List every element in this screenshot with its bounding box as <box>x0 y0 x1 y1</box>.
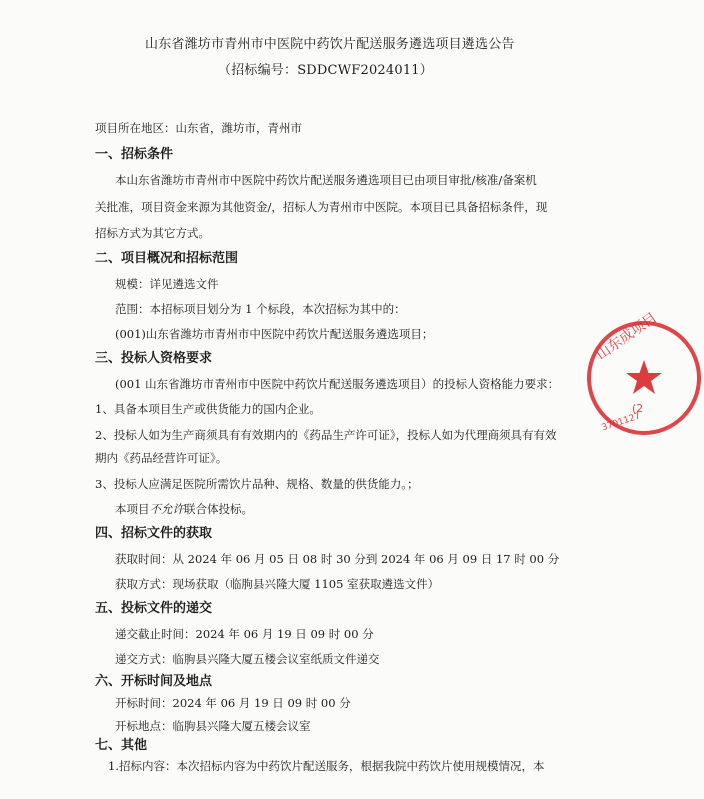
s5-method: 递交方式：临朐县兴隆大厦五楼会议室纸质文件递交 <box>115 652 380 666</box>
s5-deadline: 递交截止时间：2024 年 06 月 19 日 09 时 00 分 <box>115 627 374 641</box>
section-6-heading: 六、开标时间及地点 <box>95 674 213 689</box>
section-4-heading: 四、招标文件的获取 <box>95 526 213 541</box>
s3-req-1: 1、具备本项目生产或供货能力的国内企业。 <box>95 402 321 416</box>
s4-method: 获取方式：现场获取（临朐县兴隆大厦 1105 室获取遴选文件） <box>115 577 440 591</box>
s2-scope: 范围：本招标项目划分为 1 个标段，本次招标为其中的： <box>115 302 406 316</box>
s4-time: 获取时间：从 2024 年 06 月 05 日 08 时 30 分到 2024 年 06 月 09 日 17 时 00 分 <box>115 552 560 566</box>
section-2-heading: 二、项目概况和招标范围 <box>95 251 239 266</box>
svg-text:3701127: 3701127 <box>600 411 642 434</box>
s3-joint-bid <box>115 501 253 517</box>
joint-pre: 本项目 <box>115 502 150 516</box>
s3-intro: (001 山东省潍坊市青州市中医院中药饮片配送服务遴选项目）的投标人资格能力要求： <box>115 377 560 391</box>
s6-place: 开标地点：临朐县兴隆大厦五楼会议室 <box>115 719 311 733</box>
s1-line-1: 本山东省潍坊市青州市中医院中药饮片配送服务遴选项目已由项目审批/核准/备案机 <box>115 173 537 187</box>
doc-title: 山东省潍坊市青州市中医院中药饮片配送服务遴选项目遴选公告 <box>145 37 515 52</box>
s3-req-2b: 期内《药品经营许可证》。 <box>95 451 228 465</box>
project-location: 项目所在地区：山东省，潍坊市，青州市 <box>95 121 302 135</box>
section-3-heading: 三、投标人资格要求 <box>95 351 213 366</box>
s3-req-3: 3、投标人应满足医院所需饮片品种、规格、数量的供货能力。； <box>95 477 419 491</box>
tender-code: （招标编号：SDDCWF2024011） <box>218 63 433 78</box>
s2-scale: 规模：详见遴选文件 <box>115 277 219 291</box>
company-seal <box>584 309 704 438</box>
section-1-heading: 一、招标条件 <box>95 147 174 162</box>
s1-line-3: 招标方式为其它方式。 <box>95 226 210 240</box>
s6-time: 开标时间：2024 年 06 月 19 日 09 时 00 分 <box>115 696 351 710</box>
section-7-heading: 七、其他 <box>95 738 148 753</box>
joint-post: 联合体投标。 <box>184 502 253 516</box>
s3-req-2a: 2、投标人如为生产商须具有有效期内的《药品生产许可证》，投标人如为代理商须具有有效 <box>95 428 557 442</box>
svg-text:山东成项目: 山东成项目 <box>593 309 661 364</box>
svg-text:(2: (2 <box>632 402 644 415</box>
section-5-heading: 五、投标文件的递交 <box>95 601 213 616</box>
s1-line-2: 关批准，项目资金来源为其他资金/，招标人为青州市中医院。本项目已具备招标条件，现 <box>95 200 548 214</box>
s7-line-1: 1.招标内容：本次招标内容为中药饮片配送服务，根据我院中药饮片使用规模情况，本 <box>108 759 545 773</box>
joint-em: 不允许 <box>149 502 184 516</box>
s2-lot: (001)山东省潍坊市青州市中医院中药饮片配送服务遴选项目； <box>115 327 434 341</box>
